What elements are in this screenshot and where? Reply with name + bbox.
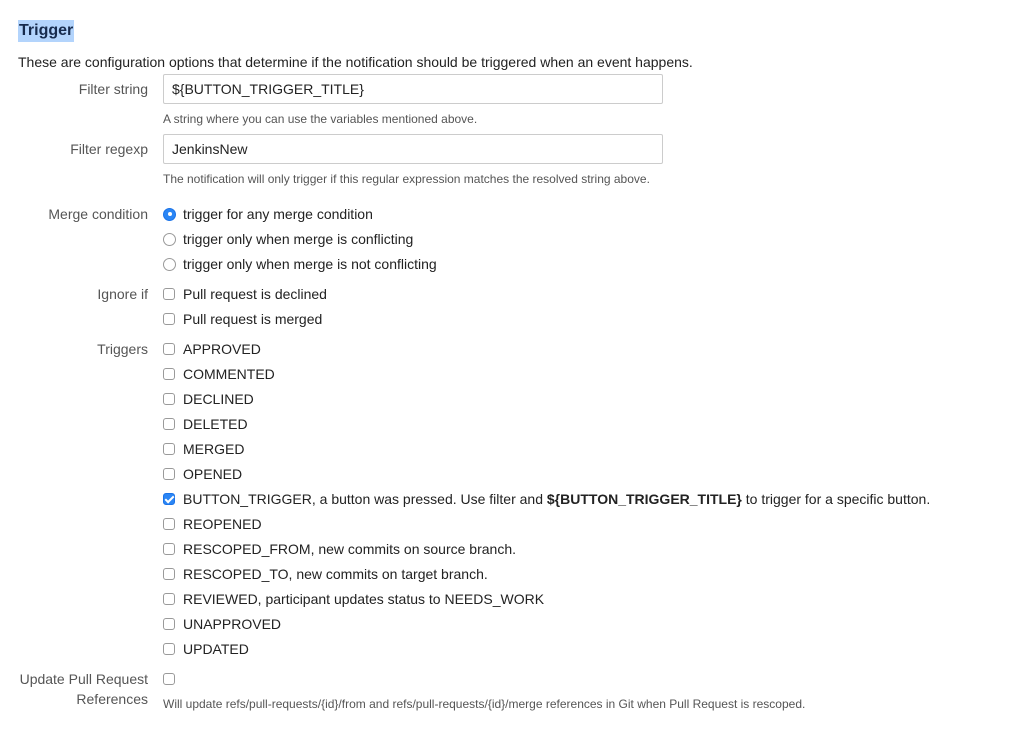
trigger-updated-label: UPDATED: [183, 641, 249, 657]
trigger-merged-label: MERGED: [183, 441, 245, 457]
ignore-declined-option[interactable]: [163, 285, 327, 303]
merge-option-not-conflicting[interactable]: [163, 255, 437, 273]
trigger-rescoped-to-checkbox[interactable]: [163, 568, 175, 580]
ignore-declined-label: Pull request is declined: [183, 286, 327, 302]
trigger-unapproved-checkbox[interactable]: [163, 618, 175, 630]
merge-any-label: trigger for any merge condition: [183, 206, 373, 222]
merge-option-any[interactable]: [163, 205, 373, 223]
trigger-commented-label: COMMENTED: [183, 366, 275, 382]
trigger-deleted-label: DELETED: [183, 416, 248, 432]
trigger-button-trigger-label: [183, 490, 930, 508]
triggers-label: Triggers: [97, 341, 148, 357]
ignore-if-label: Ignore if: [97, 286, 148, 302]
ignore-merged-label: Pull request is merged: [183, 311, 323, 327]
button-trigger-variable: ${BUTTON_TRIGGER_TITLE}: [546, 491, 742, 507]
merge-conflicting-label: trigger only when merge is conflicting: [183, 231, 414, 247]
trigger-approved-option[interactable]: [163, 340, 261, 358]
trigger-rescoped-from-checkbox[interactable]: [163, 543, 175, 555]
trigger-merged-option[interactable]: [163, 440, 244, 458]
trigger-approved-checkbox[interactable]: [163, 343, 175, 355]
button-trigger-label-suffix: to trigger for a specific button.: [741, 491, 931, 507]
filter-regexp-label: Filter regexp: [70, 141, 148, 157]
trigger-declined-label: DECLINED: [183, 391, 254, 407]
ignore-declined-checkbox[interactable]: [163, 288, 175, 300]
trigger-commented-checkbox[interactable]: [163, 368, 175, 380]
filter-string-help: A string where you can use the variables mentioned above.: [163, 112, 478, 126]
ignore-merged-option[interactable]: [163, 310, 322, 328]
trigger-commented-option[interactable]: [163, 365, 275, 383]
trigger-approved-label: APPROVED: [183, 341, 261, 357]
trigger-unapproved-option[interactable]: [163, 615, 281, 633]
trigger-reviewed-option[interactable]: [163, 590, 544, 608]
merge-option-conflicting[interactable]: [163, 230, 413, 248]
trigger-opened-option[interactable]: [163, 465, 242, 483]
trigger-reopened-checkbox[interactable]: [163, 518, 175, 530]
update-refs-label-line2: References: [76, 691, 148, 707]
trigger-declined-option[interactable]: [163, 390, 254, 408]
section-description: These are configuration options that determine if the notification should be triggered when an event happens.: [18, 54, 693, 70]
filter-regexp-help: The notification will only trigger if this regular expression matches the resolved string above.: [163, 172, 650, 186]
trigger-rescoped-to-label: RESCOPED_TO, new commits on target branch.: [183, 566, 488, 582]
filter-regexp-input[interactable]: [163, 134, 663, 164]
trigger-reviewed-label: REVIEWED, participant updates status to NEEDS_WORK: [183, 591, 545, 607]
trigger-unapproved-label: UNAPPROVED: [183, 616, 282, 632]
merge-any-radio[interactable]: [163, 208, 176, 221]
merge-not-conflicting-label: trigger only when merge is not conflicting: [183, 256, 437, 272]
trigger-rescoped-from-label: RESCOPED_FROM, new commits on source branch.: [183, 541, 516, 557]
update-refs-label-line1: Update Pull Request: [19, 671, 148, 687]
trigger-reopened-label: REOPENED: [183, 516, 262, 532]
trigger-declined-checkbox[interactable]: [163, 393, 175, 405]
trigger-rescoped-to-option[interactable]: [163, 565, 488, 583]
trigger-deleted-checkbox[interactable]: [163, 418, 175, 430]
update-refs-checkbox[interactable]: [163, 673, 175, 685]
trigger-merged-checkbox[interactable]: [163, 443, 175, 455]
trigger-button-trigger-checkbox[interactable]: [163, 493, 175, 505]
filter-string-label: Filter string: [78, 81, 148, 97]
merge-not-conflicting-radio[interactable]: [163, 258, 176, 271]
section-title: Trigger: [18, 20, 74, 42]
trigger-updated-option[interactable]: [163, 640, 249, 658]
trigger-reviewed-checkbox[interactable]: [163, 593, 175, 605]
trigger-updated-checkbox[interactable]: [163, 643, 175, 655]
trigger-opened-checkbox[interactable]: [163, 468, 175, 480]
merge-condition-label: Merge condition: [48, 206, 148, 222]
ignore-merged-checkbox[interactable]: [163, 313, 175, 325]
trigger-rescoped-from-option[interactable]: [163, 540, 516, 558]
button-trigger-label-prefix: BUTTON_TRIGGER, a button was pressed. Use filter and: [183, 491, 547, 507]
update-refs-help: Will update refs/pull-requests/{id}/from and refs/pull-requests/{id}/merge references in Git when Pull Request is rescoped.: [163, 697, 806, 711]
trigger-button-trigger-option[interactable]: [163, 490, 930, 508]
filter-string-input[interactable]: [163, 74, 663, 104]
merge-conflicting-radio[interactable]: [163, 233, 176, 246]
trigger-opened-label: OPENED: [183, 466, 243, 482]
trigger-reopened-option[interactable]: [163, 515, 262, 533]
trigger-deleted-option[interactable]: [163, 415, 248, 433]
